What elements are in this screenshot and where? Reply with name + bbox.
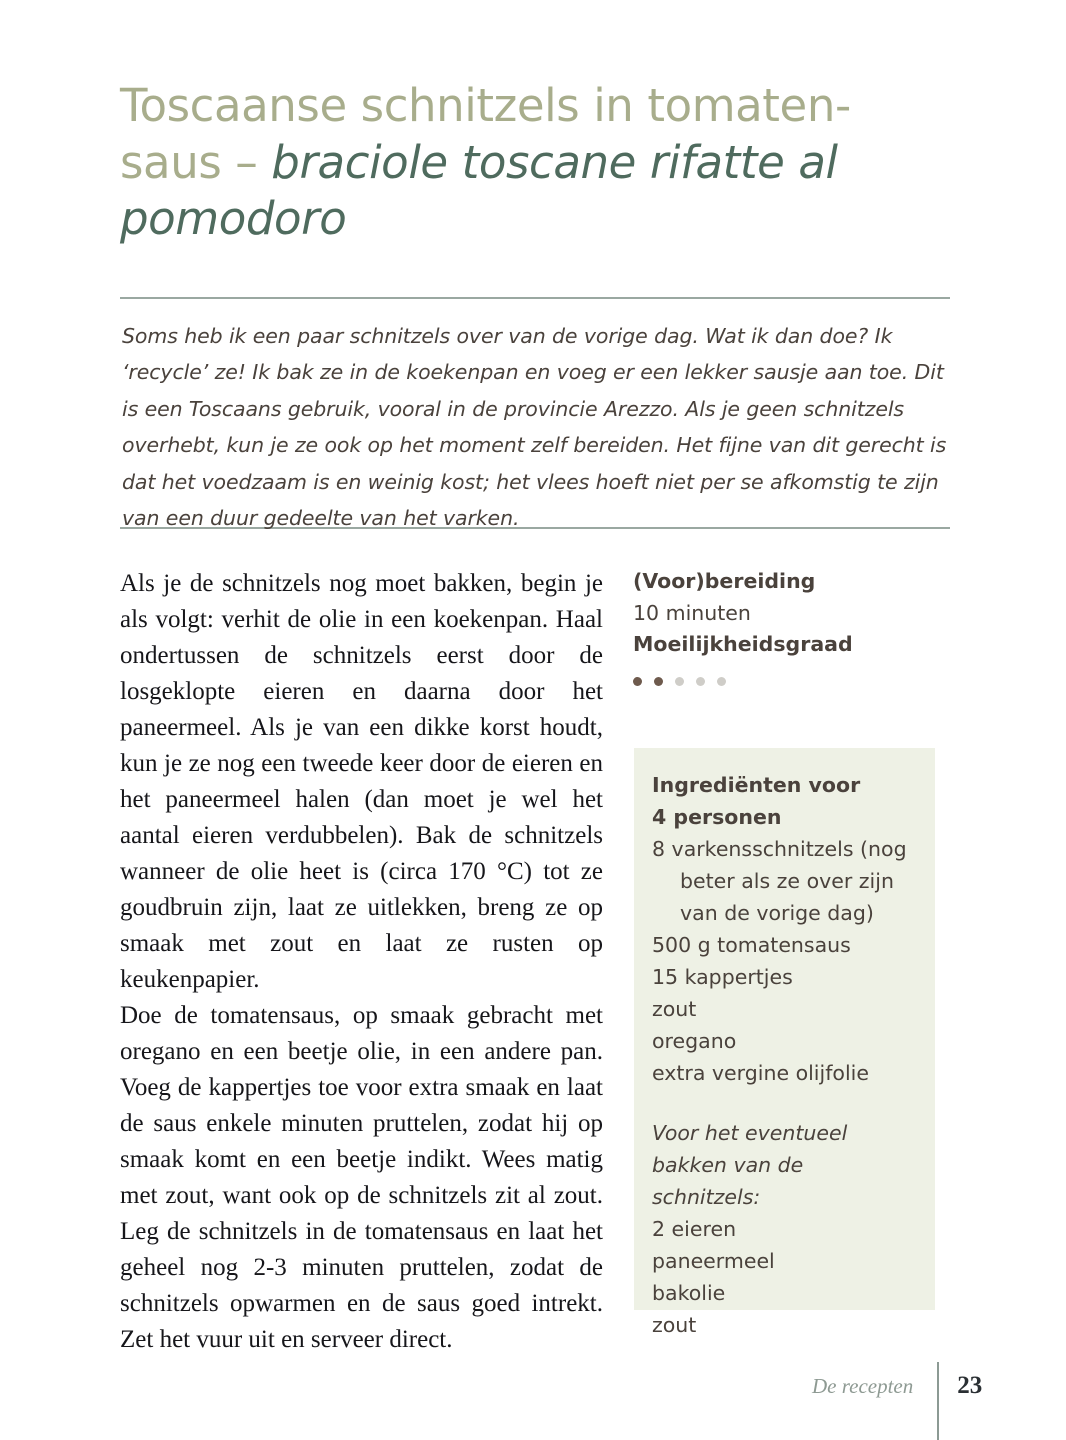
- ingredients-list: [652, 834, 917, 1090]
- difficulty-dot: [675, 677, 684, 686]
- optional-ingredients-list: [652, 1214, 917, 1342]
- prep-time: 10 minuten: [633, 600, 751, 625]
- ingredient-item: zout: [652, 1312, 697, 1337]
- optional-heading-line-1: Voor het eventueel: [652, 1120, 848, 1145]
- ingredients-heading-line-1: Ingrediënten voor: [652, 773, 861, 797]
- recipe-instructions: [120, 566, 603, 1358]
- instructions-paragraph-2: Doe de tomatensaus, op smaak gebracht met oregano en een beetje olie, in een andere pan. Voeg de kappertjes toe voor extra smaak en laat de saus enkele minuten pruttelen, zodat hij op smaak komt en een beetje indikt. Wees matig met zout, want ook op de schnitzels zit al zout. Leg de schnitzels in de tomatensaus en laat het geheel nog 2-3 minuten pruttelen, zodat de schnitzels opwarmen en de saus goed intrekt. Zet het vuur uit en serveer direct.: [120, 1002, 603, 1353]
- intro-paragraph: Soms heb ik een paar schnitzels over van de vorige dag. Wat ik dan doe? Ik ‘recycle’ ze! Ik bak ze in de koekenpan en voeg er een lekker sausje aan toe. Dit is een Toscaans gebruik, vooral in de provincie Arezzo. Als je geen schnitzels overhebt, kun je ze ook op het moment zelf bereiden. Het fijne van dit gerecht is dat het voedzaam is en weinig kost; het vlees hoeft niet per se afkomstig te zijn van een duur gedeelte van het varken.: [122, 324, 947, 531]
- ingredient-item: 8 varkensschnitzels (nog: [652, 836, 907, 861]
- prep-label: (Voor)bereiding: [633, 569, 816, 593]
- recipe-title-plain: Toscaanse schnitzels in tomaten-saus –: [120, 79, 851, 189]
- difficulty-dot: [654, 677, 663, 686]
- recipe-title-italic: braciole toscane rifatte al pomodoro: [120, 135, 838, 246]
- difficulty-rating: [633, 675, 953, 689]
- difficulty-dot: [717, 677, 726, 686]
- divider-top: [120, 297, 950, 299]
- ingredient-item: paneermeel: [652, 1248, 775, 1273]
- optional-heading-line-2: bakken van de schnitzels:: [652, 1152, 804, 1209]
- ingredient-item: van de vorige dag): [680, 900, 874, 925]
- page-title: [120, 78, 950, 248]
- recipe-meta: [633, 566, 953, 689]
- ingredients-panel: [634, 748, 935, 1337]
- footer-divider: [937, 1362, 939, 1440]
- ingredient-item: 2 eieren: [652, 1216, 737, 1241]
- footer-section-label: De recepten: [812, 1373, 914, 1398]
- ingredient-item: 500 g tomatensaus: [652, 932, 851, 957]
- ingredients-spacer: [652, 1090, 917, 1118]
- page-footer: [812, 1372, 982, 1400]
- difficulty-dot: [696, 677, 705, 686]
- ingredient-item: beter als ze over zijn: [680, 868, 894, 893]
- ingredients-heading-line-2: 4 personen: [652, 804, 782, 829]
- ingredient-item: bakolie: [652, 1280, 726, 1305]
- ingredient-item: extra vergine olijfolie: [652, 1060, 869, 1085]
- ingredient-item: 15 kappertjes: [652, 964, 793, 989]
- recipe-title-heading: [120, 78, 950, 248]
- difficulty-label: Moeilijkheidsgraad: [633, 632, 853, 657]
- ingredient-item: oregano: [652, 1028, 737, 1053]
- ingredient-item: zout: [652, 996, 697, 1021]
- difficulty-dot: [633, 677, 642, 686]
- footer-page-number: 23: [957, 1372, 983, 1399]
- instructions-paragraph-1: Als je de schnitzels nog moet bakken, begin je als volgt: verhit de olie in een koekenpan. Haal ondertussen de schnitzels eerst door de losgeklopte eieren en daarna door het paneermeel. Als je van een dikke korst houdt, kun je ze nog een tweede keer door de eieren en het paneermeel halen (dan moet je wel het aantal eieren verdubbelen). Bak de schnitzels wanneer de olie heet is (circa 170 °C) tot ze goudbruin zijn, laat ze uitlekken, breng ze op smaak met zout en laat ze rusten op keukenpapier.: [120, 570, 603, 993]
